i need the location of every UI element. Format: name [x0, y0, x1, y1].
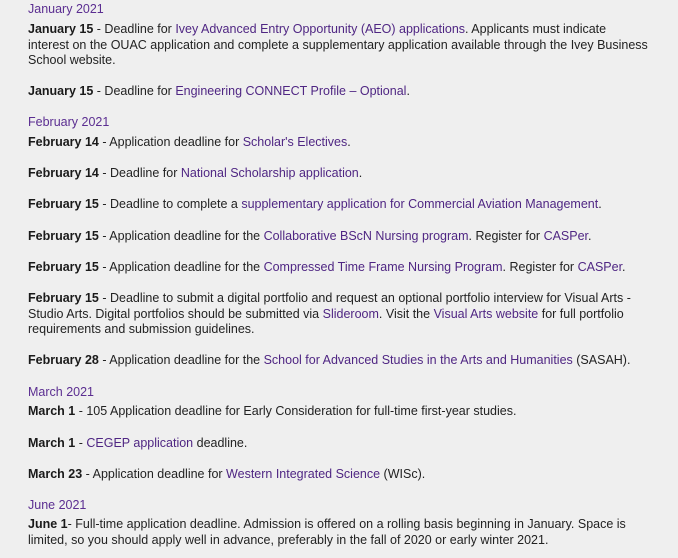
- list-item: March 1 - 105 Application deadline for Early Consideration for full-time first-year studies.: [28, 404, 517, 418]
- month-heading-february: [28, 115, 650, 134]
- visual-arts-website-link[interactable]: Visual Arts website: [433, 306, 539, 321]
- list-item: February 28 - Application deadline for the School for Advanced Studies in the Arts and Humanities (SASAH).: [28, 353, 631, 367]
- engineering-connect-profile-link[interactable]: Engineering CONNECT Profile – Optional: [175, 84, 407, 98]
- list-item: February 14 - Deadline for National Scholarship application.: [28, 166, 363, 180]
- list-item: February 15 - Application deadline for the Compressed Time Frame Nursing Program. Register for CASPer.: [28, 260, 626, 274]
- month-heading-june: [28, 498, 650, 517]
- list-item: February 15 - Application deadline for the Collaborative BScN Nursing program. Register for CASPer.: [28, 229, 592, 243]
- national-scholarship-link[interactable]: National Scholarship application: [180, 166, 359, 180]
- month-heading: January 2021: [28, 2, 104, 16]
- western-integrated-science-link[interactable]: Western Integrated Science: [226, 467, 381, 481]
- list-item: January 15 - Deadline for Engineering CONNECT Profile – Optional.: [28, 84, 410, 98]
- entry-date: March 1: [28, 404, 76, 418]
- slideroom-link[interactable]: Slideroom: [322, 306, 379, 321]
- casper-link[interactable]: CASPer: [577, 260, 623, 274]
- month-heading-march: [28, 385, 650, 404]
- entry-date: February 14: [28, 166, 99, 180]
- entry-date: February 14: [28, 135, 99, 149]
- list-item: February 14 - Application deadline for Scholar's Electives.: [28, 135, 351, 149]
- month-heading: June 2021: [28, 498, 87, 512]
- list-item: March 23 - Application deadline for Western Integrated Science (WISc).: [28, 467, 426, 481]
- casper-link[interactable]: CASPer: [543, 229, 589, 243]
- list-item: June 1- Full-time application deadline. Admission is offered on a rolling basis beginning in January. Space is limited, so you should apply well in advance, preferably in the fall of 2020 or early winter 2021.: [28, 517, 626, 547]
- list-item: February 15 - Deadline to submit a digital portfolio and request an optional portfolio interview for Visual Arts - Studio Arts. Digital portfolios should be submitted via Slideroom. Visit the Visual Arts website for full portfolio requirements and submission guidelines.: [28, 291, 631, 336]
- entry-date: March 23: [28, 467, 83, 481]
- entry-date: February 15: [28, 291, 99, 305]
- month-heading: February 2021: [28, 115, 110, 129]
- commercial-aviation-application-link[interactable]: supplementary application for Commercial Aviation Management: [241, 197, 599, 211]
- cegep-application-link[interactable]: CEGEP application: [86, 436, 194, 450]
- entry-date: June 1: [28, 517, 68, 531]
- collaborative-bscn-nursing-link[interactable]: Collaborative BScN Nursing program: [263, 229, 469, 243]
- entry-date: February 15: [28, 260, 99, 274]
- entry-date: February 15: [28, 229, 99, 243]
- sasah-link[interactable]: School for Advanced Studies in the Arts and Humanities: [263, 353, 573, 367]
- list-item: February 15 - Deadline to complete a supplementary application for Commercial Aviation Management.: [28, 197, 602, 211]
- entry-date: February 28: [28, 353, 99, 367]
- entry-date: February 15: [28, 197, 99, 211]
- entry-date: January 15: [28, 22, 94, 36]
- entry-date: March 1: [28, 436, 76, 450]
- scholars-electives-link[interactable]: Scholar's Electives: [242, 135, 348, 149]
- list-item: March 1 - CEGEP application deadline.: [28, 436, 248, 450]
- ivey-aeo-applications-link[interactable]: Ivey Advanced Entry Opportunity (AEO) applications: [175, 22, 466, 36]
- list-item: January 15 - Deadline for Ivey Advanced Entry Opportunity (AEO) applications. Applicants must indicate interest on the OUAC application and complete a supplementary application available through the Ivey Business School website.: [28, 22, 648, 67]
- month-heading-january: [28, 2, 650, 21]
- entry-date: January 15: [28, 84, 94, 98]
- month-heading: March 2021: [28, 385, 95, 399]
- compressed-nursing-program-link[interactable]: Compressed Time Frame Nursing Program: [263, 260, 503, 274]
